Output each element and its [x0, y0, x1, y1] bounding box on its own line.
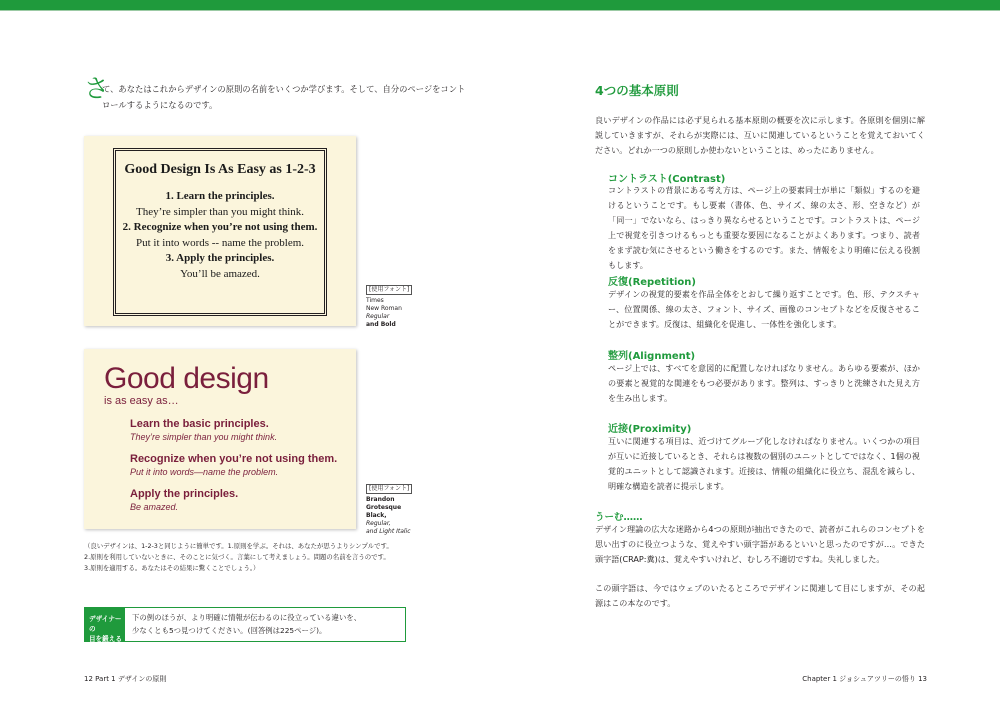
font-note-line: Black, [366, 512, 387, 519]
example2-subtitle: is as easy as… [104, 395, 179, 407]
contrast-text: コントラストの背景にある考え方は、ページ上の要素同士が単に「類似」するのを避けるということです。もし要素（書体、色、サイズ、線の太さ、形、空きなど）が「同一」でないなら、はっきり異ならせるということです。コントラストは、ページ上で視覚を引きつけるもっとも重要な要因になることがよくあります。つまり、読者をまず読む気にさせるという働きをするのです。また、情報をより明確に伝える役割もします。 [608, 185, 920, 270]
font-note-label: [使用フォント] [366, 484, 412, 494]
exercise-label [85, 608, 125, 641]
example2-item-sub: They’re simpler than you might think. [130, 432, 278, 442]
repetition-heading: 反復(Repetition) [608, 277, 696, 288]
exercise-text-line: 下の例のほうが、より明確に情報が伝わるのに役立っている違いを、 [132, 613, 362, 622]
drop-cap: さ [84, 74, 110, 103]
alignment-text: ページ上では、すべてを意図的に配置しなければなりません。あらゆる要素が、ほかの要素と視覚的な関連をもつ必要があります。整列は、すっきりと洗練された見え方を生み出します。 [608, 363, 920, 403]
font-note-line: Regular, [366, 520, 391, 527]
repetition-text: デザインの視覚的要素を作品全体をとおして繰り返すことです。色、形、テクスチャー、位置関係、線の太さ、フォント、サイズ、画像のコンセプトなどを反復させることができます。反復は、組織化を促進し、一体性を強化します。 [608, 289, 920, 329]
example2-item-sub: Be amazed. [130, 502, 179, 512]
font-note-line: Regular [366, 313, 390, 320]
font-note-example1 [366, 285, 426, 329]
caption-line: （良いデザインは、1-2-3と同じように簡単です。1.原則を学ぶ。それは、あなたが思うよりシンプルです。 [84, 542, 393, 550]
example-card-modern [84, 349, 356, 529]
caption-line: 2.原則を利用していないときに、そのことに気づく。言葉にして考えましょう。問題の名前を言うのです。 [84, 553, 390, 561]
exercise-text-line: 少なくとも5つ見つけてください。(回答例は225ページ)。 [132, 625, 327, 635]
font-note-example2 [366, 484, 432, 536]
example2-item-head: Apply the principles. [130, 488, 239, 500]
example2-item-head: Learn the basic principles. [130, 418, 269, 430]
example1-item-sub: Put it into words -- name the problem. [135, 236, 305, 249]
font-note-label: [使用フォント] [366, 285, 412, 295]
top-rule [0, 10, 1000, 11]
example-card-traditional [84, 136, 356, 326]
example1-item-sub: They’re simpler than you might think. [135, 205, 305, 218]
example-caption [84, 541, 404, 574]
font-note-line: Brandon [366, 496, 395, 503]
caption-line: 3.原則を適用する。あなたはその結果に驚くことでしょう。） [84, 564, 260, 572]
alignment-heading: 整列(Alignment) [608, 351, 696, 362]
exercise-label-line: デザイナーの [89, 615, 122, 633]
example2-item-head: Recognize when you’re not using them. [130, 453, 338, 465]
proximity-heading: 近接(Proximity) [608, 424, 692, 435]
folio-left: 12 Part 1 デザインの原則 [84, 675, 167, 683]
top-color-bar [0, 0, 1000, 10]
contrast-heading: コントラスト(Contrast) [608, 174, 726, 185]
umu-text: デザイン理論の広大な迷路から4つの原則が抽出できたので、読者がこれらのコンセプトを思い出すのに役立つような、覚えやすい頭字語があるといいと思ったのですが…。できた頭字語(CRAP:糞)は、覚えやすいけれど、むしろ不適切ですね。失礼しました。 [595, 524, 925, 564]
example1-item-head: 2. Recognize when you’re not using them. [122, 221, 318, 233]
example1-item-head: 1. Learn the principles. [165, 190, 275, 202]
font-note-line: Grotesque [366, 504, 402, 511]
example1-item-sub: You’ll be amazed. [180, 267, 260, 280]
intro-paragraph: て、あなたはこれからデザインの原則の名前をいくつか学びます。そして、自分のページをコントロールするようになるのです。 [102, 84, 466, 110]
proximity-text: 互いに関連する項目は、近づけてグループ化しなければなりません。いくつかの項目が互いに近接しているとき、それらは複数の個別のユニットとしてではなく、1個の視覚的ユニットとして認識されます。近接は、情報の組織化に役立ち、混乱を減らし、明確な構造を読者に提示します。 [608, 436, 920, 491]
example2-title: Good design [104, 362, 269, 395]
example-card-frame [113, 148, 327, 316]
umu-heading: うーむ…… [595, 512, 643, 523]
exercise-text [132, 612, 402, 637]
exercise-label-line: 目を鍛える [89, 635, 122, 643]
font-note-line: and Light Italic [366, 528, 411, 535]
exercise-box [84, 607, 406, 642]
font-note-line: and Bold [366, 321, 396, 328]
intro-text: 良いデザインの作品には必ず見られる基本原則の概要を次に示します。各原則を個別に解説していきますが、それらが実際には、互いに関連しているということを覚えておいてください。どれか一つの原則しか使わないということは、めったにありません。 [595, 115, 925, 155]
example2-list [130, 417, 350, 522]
example1-item-head: 3. Apply the principles. [165, 252, 275, 264]
font-note-line: New Roman [366, 305, 402, 312]
section-heading: 4つの基本原則 [595, 83, 679, 98]
font-note-line: Times [366, 297, 384, 304]
example2-item-sub: Put it into words—name the problem. [130, 467, 279, 477]
example1-title: Good Design Is As Easy as 1-2-3 [124, 162, 316, 177]
closing-text: この頭字語は、今ではウェブのいたるところでデザインに関連して目にしますが、その起源はこの本なのです。 [595, 583, 925, 608]
folio-right: Chapter 1 ジョシュアツリーの悟り 13 [802, 675, 927, 683]
